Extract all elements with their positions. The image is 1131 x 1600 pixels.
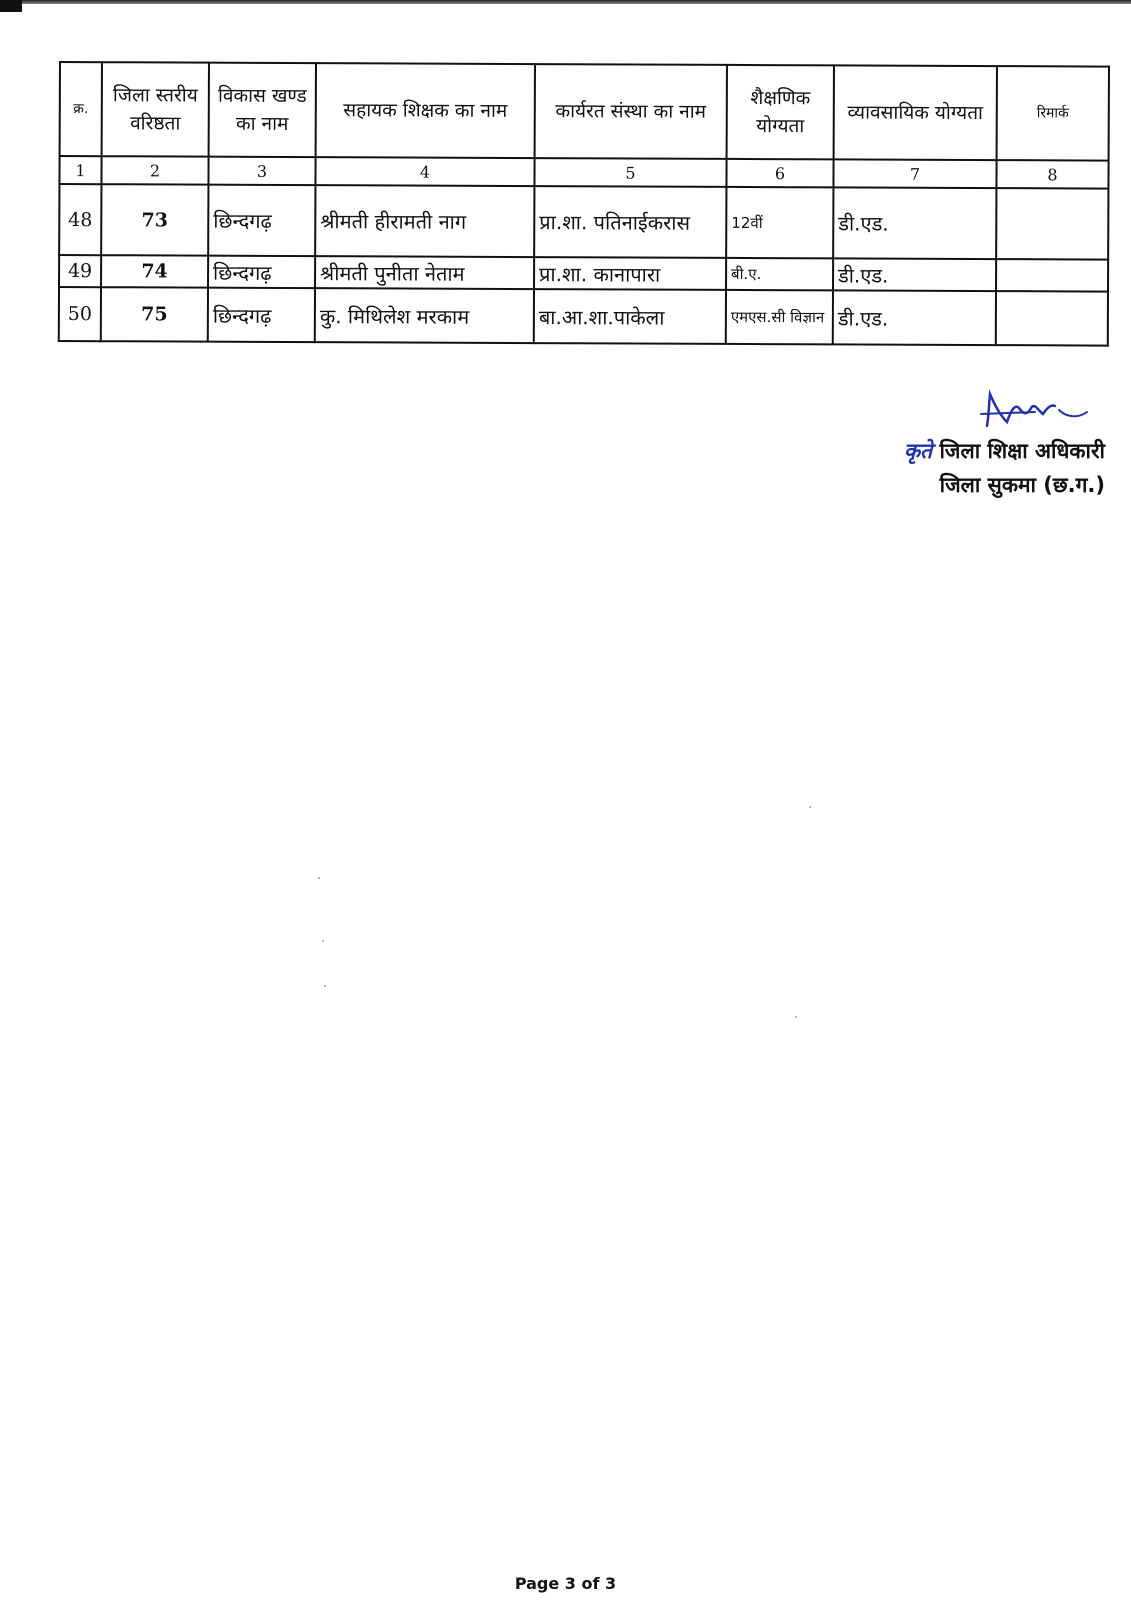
- scan-speck: [322, 940, 324, 942]
- header-professional-qualification: व्यावसायिक योग्यता: [834, 65, 997, 160]
- header-institution-name: कार्यरत संस्था का नाम: [535, 64, 727, 159]
- table-row: [59, 287, 1108, 346]
- scan-speck: [795, 1016, 797, 1018]
- scan-speck: [809, 806, 811, 808]
- educational-qualification: एमएस.सी विज्ञान: [726, 290, 833, 344]
- block-name: छिन्दगढ़: [208, 185, 315, 256]
- remark: [996, 291, 1108, 345]
- column-number: 8: [996, 160, 1108, 188]
- teacher-name: कु. मिथिलेश मरकाम: [315, 288, 534, 343]
- page-number: Page 3 of 3: [514, 1574, 617, 1593]
- institution-name: प्रा.शा. कानापारा: [534, 257, 726, 290]
- signature-prefix: कृते: [904, 438, 933, 463]
- column-number: 6: [726, 159, 833, 187]
- column-number: 5: [534, 158, 726, 187]
- column-number: 3: [208, 157, 315, 185]
- table-row: [59, 184, 1108, 260]
- header-row: [60, 62, 1109, 161]
- district-seniority: 73: [101, 184, 208, 255]
- remark: [996, 188, 1108, 259]
- header-serial: क्र.: [60, 62, 102, 156]
- scan-edge: [0, 0, 1131, 4]
- educational-qualification: बी.ए.: [726, 258, 833, 290]
- remark: [996, 259, 1108, 291]
- column-number: 1: [59, 156, 101, 184]
- officer-title: जिला शिक्षा अधिकारी: [939, 439, 1105, 463]
- professional-qualification: डी.एड.: [833, 290, 996, 345]
- block-name: छिन्दगढ़: [208, 256, 315, 288]
- header-block-name: विकास खण्ड का नाम: [209, 63, 316, 157]
- signature-title-line: [845, 434, 1105, 468]
- professional-qualification: डी.एड.: [833, 187, 996, 259]
- serial-number: 49: [59, 255, 101, 287]
- teacher-seniority-table: [58, 61, 1110, 347]
- officer-district: जिला सुकमा (छ.ग.): [939, 473, 1105, 497]
- signature-block: [845, 388, 1105, 502]
- column-number-row: [59, 156, 1108, 189]
- header-teacher-name: सहायक शिक्षक का नाम: [316, 63, 535, 158]
- teacher-name: श्रीमती पुनीता नेताम: [315, 256, 534, 289]
- teacher-name: श्रीमती हीरामती नाग: [315, 185, 534, 257]
- institution-name: बा.आ.शा.पाकेला: [534, 289, 726, 344]
- column-number: 7: [833, 159, 996, 188]
- serial-number: 50: [59, 287, 101, 341]
- district-seniority: 75: [101, 287, 208, 341]
- district-seniority: 74: [101, 255, 208, 287]
- column-number: 2: [101, 156, 208, 184]
- scan-speck: [324, 985, 326, 987]
- header-educational-qualification: शैक्षणिक योग्यता: [727, 65, 834, 159]
- handwritten-signature: [975, 388, 1105, 434]
- educational-qualification: 12वीं: [726, 187, 833, 258]
- serial-number: 48: [59, 184, 101, 255]
- column-number: 4: [315, 157, 534, 186]
- header-remark: रिमार्क: [997, 66, 1109, 160]
- table-row: [59, 255, 1108, 292]
- block-name: छिन्दगढ़: [208, 288, 315, 342]
- scan-corner-mark: [0, 0, 22, 12]
- header-district-seniority: जिला स्तरीय वरिष्ठता: [102, 62, 209, 156]
- professional-qualification: डी.एड.: [833, 258, 996, 291]
- scan-speck: [318, 877, 320, 879]
- institution-name: प्रा.शा. पतिनाईकरास: [534, 186, 726, 258]
